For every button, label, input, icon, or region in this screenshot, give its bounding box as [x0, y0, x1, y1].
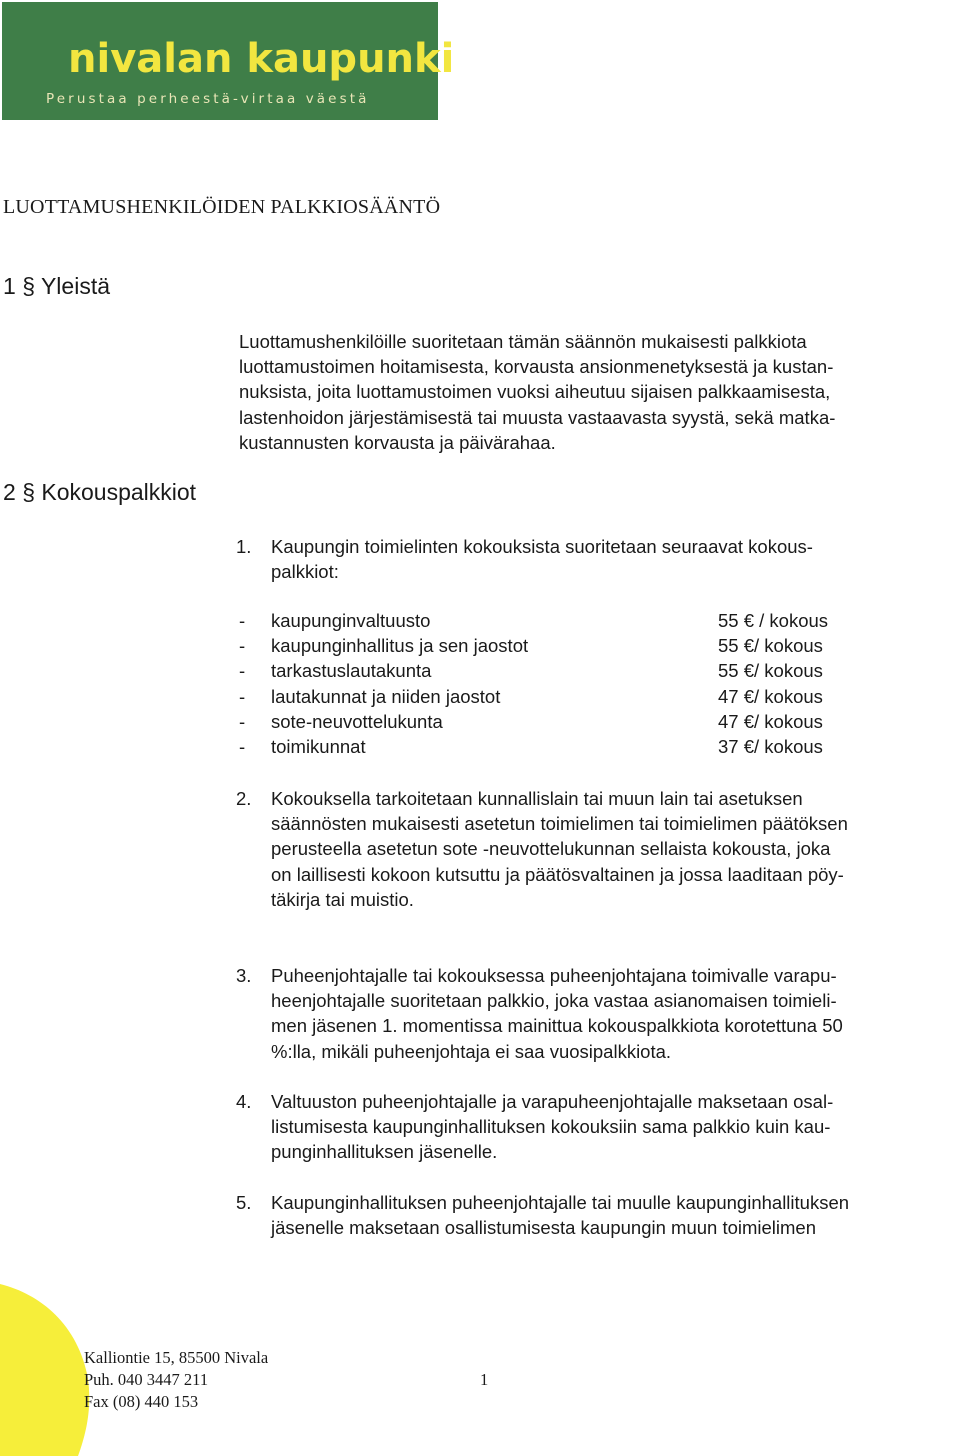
- list-dash: -: [239, 735, 246, 757]
- section-sign-icon: §: [22, 273, 35, 299]
- item-line: on laillisesti kokoon kutsuttu ja päätösvaltainen ja jossa laaditaan pöy-: [271, 863, 844, 885]
- fee-row: [239, 608, 879, 633]
- item-line: listumisesta kaupunginhallituksen kokouksiin sama palkkio kuin kau-: [271, 1116, 831, 1138]
- item-4: [236, 1089, 833, 1165]
- item-2: [236, 786, 848, 912]
- item-line: heenjohtajalle suoritetaan palkkio, joka vastaa asianomaisen toimieli-: [271, 990, 837, 1012]
- paragraph-line: Luottamushenkilöille suoritetaan tämän säännön mukaisesti palkkiota: [239, 331, 807, 352]
- fee-row: [239, 709, 879, 734]
- paragraph-line: nuksista, joita luottamustoimen vuoksi aiheutuu sijaisen palkkaamisesta,: [239, 381, 831, 403]
- fee-row: [239, 684, 879, 709]
- item-line: perusteella asetetun sote -neuvottelukunnan sellaista kokousta, joka: [271, 838, 831, 860]
- list-dash: -: [239, 685, 246, 707]
- city-logo: [2, 2, 455, 120]
- item-line: säännösten mukaisesti asetetun toimielimen tai toimielimen päätöksen: [271, 813, 848, 835]
- section-1-heading: [3, 273, 110, 300]
- fee-body-name: kaupunginvaltuusto: [271, 610, 431, 631]
- logo-tagline: Perustaa perheestä-virtaa väestä: [46, 91, 370, 107]
- footer-phone: Puh. 040 3447 211: [84, 1370, 209, 1389]
- item-line: men jäsenen 1. momentissa mainittua kokouspalkkiota korotettuna 50: [271, 1015, 843, 1037]
- paragraph-line: lastenhoidon järjestämisestä tai muusta vastaavasta syystä, sekä matka-: [239, 406, 836, 428]
- item-line: Kaupunginhallituksen puheenjohtajalle tai muulle kaupunginhallituksen: [271, 1192, 850, 1213]
- section-2-title: Kokouspalkkiot: [41, 479, 197, 505]
- document-title: LUOTTAMUSHENKILÖIDEN PALKKIOSÄÄNTÖ: [3, 196, 441, 218]
- fee-amount: 55 €/ kokous: [718, 660, 823, 682]
- page-number: 1: [480, 1370, 489, 1389]
- section-1-title: Yleistä: [40, 273, 111, 299]
- fee-amount: 37 €/ kokous: [718, 735, 823, 757]
- paragraph-line: kustannusten korvausta ja päivärahaa.: [239, 431, 556, 453]
- item-line: Valtuuston puheenjohtajalle ja varapuheenjohtajalle maksetaan osal-: [271, 1091, 834, 1112]
- meeting-fee-list: [239, 608, 879, 759]
- item-line: Kokouksella tarkoitetaan kunnallislain tai muun lain tai asetuksen: [271, 788, 803, 809]
- logo-name: nivalan kaupunki: [68, 36, 455, 82]
- item-1-number: 1.: [236, 536, 252, 557]
- footer-fax: Fax (08) 440 153: [84, 1392, 199, 1411]
- item-1: [236, 534, 813, 584]
- item-line: Kaupungin toimielinten kokouksista suoritetaan seuraavat kokous-: [271, 536, 813, 557]
- list-dash: -: [239, 710, 246, 732]
- fee-body-name: toimikunnat: [271, 735, 366, 757]
- item-line: jäsenelle maksetaan osallistumisesta kaupungin muun toimielimen: [271, 1217, 817, 1239]
- fee-row: [239, 734, 879, 759]
- section-2-number: 2: [3, 479, 16, 505]
- item-line: punginhallituksen jäsenelle.: [271, 1141, 498, 1163]
- item-5-number: 5.: [236, 1192, 252, 1213]
- item-line: palkkiot:: [271, 561, 339, 583]
- section-1-number: 1: [3, 273, 16, 299]
- fee-body-name: tarkastuslautakunta: [271, 660, 432, 682]
- item-line: täkirja tai muistio.: [271, 888, 414, 910]
- fee-row: [239, 633, 879, 658]
- item-line: Puheenjohtajalle tai kokouksessa puheenjohtajana toimivalle varapu-: [271, 965, 837, 986]
- item-5: [236, 1190, 849, 1240]
- footer-logo-mark-icon: [0, 1284, 90, 1456]
- fee-body-name: lautakunnat ja niiden jaostot: [271, 685, 501, 707]
- item-line: %:lla, mikäli puheenjohtaja ei saa vuosipalkkiota.: [271, 1040, 672, 1062]
- fee-body-name: sote-neuvottelukunta: [271, 710, 443, 732]
- section-sign-icon: §: [22, 479, 35, 505]
- fee-amount: 47 €/ kokous: [718, 710, 823, 732]
- item-2-number: 2.: [236, 788, 252, 809]
- footer-address: Kalliontie 15, 85500 Nivala: [84, 1348, 269, 1367]
- fee-amount: 47 €/ kokous: [718, 685, 823, 707]
- list-dash: -: [239, 635, 246, 657]
- section-2-heading: [3, 479, 196, 506]
- item-3-number: 3.: [236, 965, 252, 986]
- item-3: [236, 963, 843, 1064]
- list-dash: -: [239, 610, 246, 631]
- fee-amount: 55 €/ kokous: [718, 635, 823, 657]
- section-1-paragraph: [239, 329, 835, 455]
- fee-amount: 55 € / kokous: [718, 610, 829, 631]
- fee-row: [239, 658, 879, 683]
- list-dash: -: [239, 660, 246, 682]
- item-4-number: 4.: [236, 1091, 252, 1112]
- fee-body-name: kaupunginhallitus ja sen jaostot: [271, 635, 529, 657]
- paragraph-line: luottamustoimen hoitamisesta, korvausta ansionmenetyksestä ja kustan-: [239, 356, 834, 378]
